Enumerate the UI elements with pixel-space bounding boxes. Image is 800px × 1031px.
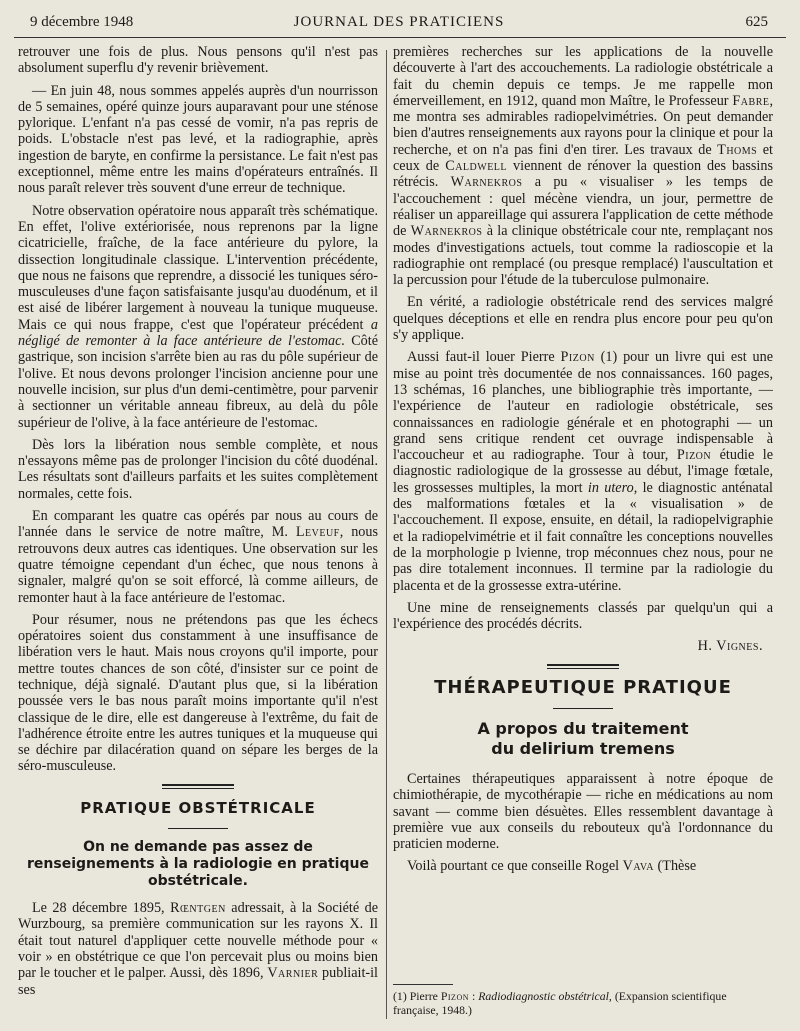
column-divider bbox=[386, 50, 387, 1019]
emphasis-text: in utero bbox=[587, 479, 634, 496]
paragraph: En comparant les quatre cas opérés par nous au cours de l'année dans le service de notre maître, M. Leveuf, nous retrouvons deux autres cas identiques. Une observation sur les quatre témoigne cependant d'un échec, que nous tenons à signaler, malgré qu'on se soit efforcé, là comme ailleurs, de remonter haut à la face antérieure de l'estomac. bbox=[18, 508, 379, 606]
footnote-rule bbox=[393, 984, 453, 985]
paragraph: Notre observation opératoire nous apparaît très schématique. En effet, l'olive extériorisée, nous reprenons par la ligne cicatricielle, fraîche, de la face antérieure du pylore, la dissection longitudinale classique. L'intervention précédente, que nous ne faisons que reprendre, a dissocié les tuniques séro-musculeuses d'une façon satisfaisante jusqu'au duodénum, et il est aisé de libérer largement à nouveau la tunique muqueuse. Mais ce qui nous frappe, c'est que l'opérateur précédent a négligé de remonter à la face antérieure de l'estomac. Côté gastrique, son incision s'arrête bien au ras du pôle supérieur de l'olive. Et nous devons prolonger l'incision ancienne pour une nouvelle incision, sur plus d'un demi-centimètre, pour parvenir à sectionner un véritable anneau fibreux, au delà du pôle supérieur de l'olive, à la face antérieure de l'estomac. bbox=[18, 202, 378, 431]
book-title: Radiodiagnostic obstétrical, bbox=[478, 989, 612, 1003]
author-name: Rœntgen bbox=[170, 900, 226, 917]
heading-rule bbox=[168, 828, 228, 829]
paragraph: Voilà pourtant ce que conseille Rogel Vava (Thèse bbox=[407, 858, 697, 875]
paragraph: Aussi faut-il louer Pierre Pizon (1) pour un livre qui est une mise au point très documentée de nos connaissances. 160 pages, 13 schémas, 16 planches, une bibliographie très importante, — l'expérience de l'auteur en radiologie obstétricale, ses connaissances en radiologie générale et en photographi — un grand sens critique rendent cet ouvrage indispensable à l'accoucheur et au radiographe. Tour à tour, Pizon étudie le diagnostic radiologique de la grossesse au début, l'image fœtale, les grossesses multiples, la mort in utero, le diagnostic anténatal des malformations fœtales et la « visualisation » de l'accouchement. Il expose, ensuite, en détail, la radiopelvigraphie et la radiopelvimétrie et il fait connaître les conceptions nouvelles de la morphologie p lvienne, trop méconnues chez nous, pour ne pas dire totalement inconnues. Il termine par la radiologie du placenta et de la grossesse extra-utérine. bbox=[393, 349, 774, 594]
footnote: (1) Pierre Pizon : Radiodiagnostic obstétrical, (Expansion scientifique française, 1948.) bbox=[393, 984, 775, 1017]
article-title: A propos du traitement du delirium tremens bbox=[477, 718, 689, 758]
author-name: Fabre bbox=[732, 92, 770, 109]
paragraph: retrouver une fois de plus. Nous pensons qu'il n'est pas absolument superflu d'y revenir brièvement. bbox=[18, 44, 378, 77]
section-heading: THÉRAPEUTIQUE PRATIQUE bbox=[434, 676, 732, 698]
journal-title: JOURNAL DES PRATICIENS bbox=[293, 14, 505, 30]
paragraph: Le 28 décembre 1895, Rœntgen adressait, à la Société de Wurzbourg, sa première communication sur les rayons X. Il était tout naturel d'appliquer cette nouvelle méthode pour « voir » en obstétrique ce que l'on percevait plus ou moins bien par le toucher et le palper. Aussi, dès 1896, Varnier publiait-il ses bbox=[18, 900, 379, 998]
section-heading: PRATIQUE OBSTÉTRICALE bbox=[80, 798, 316, 817]
author-name: Varnier bbox=[267, 965, 319, 982]
author-name: Warnekros bbox=[450, 174, 523, 191]
paragraph: Une mine de renseignements classés par quelqu'un qui a l'expérience des procédés décrits. bbox=[393, 599, 773, 633]
issue-date: 9 décembre 1948 bbox=[30, 14, 134, 30]
author-signature: H. Vignes. bbox=[697, 638, 763, 655]
author-name: Pizon bbox=[440, 989, 469, 1003]
paragraph: premières recherches sur les applications de la nouvelle découverte à l'art des accouchements. La radiologie obstétricale a fait du chemin depuis ce temps. Je me rappelle mon émerveillement, en 1912, quand mon Maître, le Professeur Fabre, me montra ses admirables radiopelvimétries. On peut demander bien d'autres renseignements aux rayons pour la clinique et pour la recherche, et on n'a pas fini d'en tirer. Les travaux de Thoms et ceux de Caldwell viennent de rénover la question des bassins rétrécis. Warnekros a pu « visualiser » les temps de l'accouchement : quel mécène viendra, un jour, permettre de réaliser un appareillage qui assurera l'application de cette méthode de Warnekros à la clinique obstétricale cour nte, remplaçant nos modes d'investigations actuels, tout comme la radioscopie et la radiographie ont remplacé (ou presque remplacé) l'auscultation et la percussion pour l'étude de la tuberculose pulmonaire. bbox=[393, 44, 774, 289]
emphasis-text: a négligé de remonter à la face antérieure de l'estomac. bbox=[18, 316, 378, 350]
right-column bbox=[393, 44, 773, 881]
section-divider bbox=[18, 783, 378, 790]
running-header bbox=[30, 12, 768, 36]
author-name: Vava bbox=[622, 858, 654, 875]
author-name: Leveuf bbox=[295, 524, 340, 541]
page-number: 625 bbox=[745, 14, 768, 30]
author-name: Pizon bbox=[560, 349, 595, 366]
section-divider bbox=[393, 663, 773, 670]
article-title: On ne demande pas assez de renseignements à la radiologie en pratique obstétricale. bbox=[27, 839, 369, 890]
author-name: Thoms bbox=[717, 141, 758, 158]
heading-rule bbox=[553, 708, 613, 709]
paragraph: — En juin 48, nous sommes appelés auprès d'un nourrisson de 5 semaines, opéré quinze jours auparavant pour une sténose pylorique. L'enfant n'a pas cessé de vomir, n'a pas repris de poids. L'obstacle n'est pas levé, et la radiographie, après ingestion de baryte, en confirme la persistance. Le fait n'est pas exceptionnel, même entre les mains d'opérateurs entraînés. Il nous paraît relever très souvent d'une erreur de technique. bbox=[18, 82, 378, 197]
left-column bbox=[18, 44, 378, 1004]
author-name: Pizon bbox=[676, 447, 712, 464]
paragraph: Certaines thérapeutiques apparaissent à notre époque de chimiothérapie, de mycothérapie — riche en médications au nom savant — comme bien désuètes. Elles ressemblent davantage à première vue aux conseils du rebouteux qu'à l'ordonnance du praticien moderne. bbox=[393, 770, 773, 853]
paragraph: Pour résumer, nous ne prétendons pas que les échecs opératoires soient dus constamment à une insuffisance de libération vers le haut. Mais nous croyons qu'il importe, pour mettre toutes chances de son côté, d'insister sur ce point de technique, déjà signalé. D'autant plus que, si la libération poussée vers le bas nous paraît moins importante qu'il n'est classique de le dire, elle est dangereuse à l'extrême, du fait de l'adhérence étroite entre les autres tuniques et la muqueuse qui se déchire par dilacération quand on sépare les berges de la séro-musculeuse. bbox=[18, 611, 378, 775]
paragraph: Dès lors la libération nous semble complète, et nous n'essayons même pas de prolonger l'incision du côté duodénal. Les résultats sont d'ailleurs parfaits et les suites complètement normales, cette fois. bbox=[18, 436, 378, 502]
header-rule bbox=[14, 37, 786, 38]
paragraph: En vérité, a radiologie obstétricale rend des services malgré quelques déceptions et elle en rendra plus encore pour peu qu'on s'y applique. bbox=[393, 294, 773, 344]
author-name: Warnekros bbox=[410, 223, 483, 240]
author-name: Caldwell bbox=[445, 158, 508, 175]
